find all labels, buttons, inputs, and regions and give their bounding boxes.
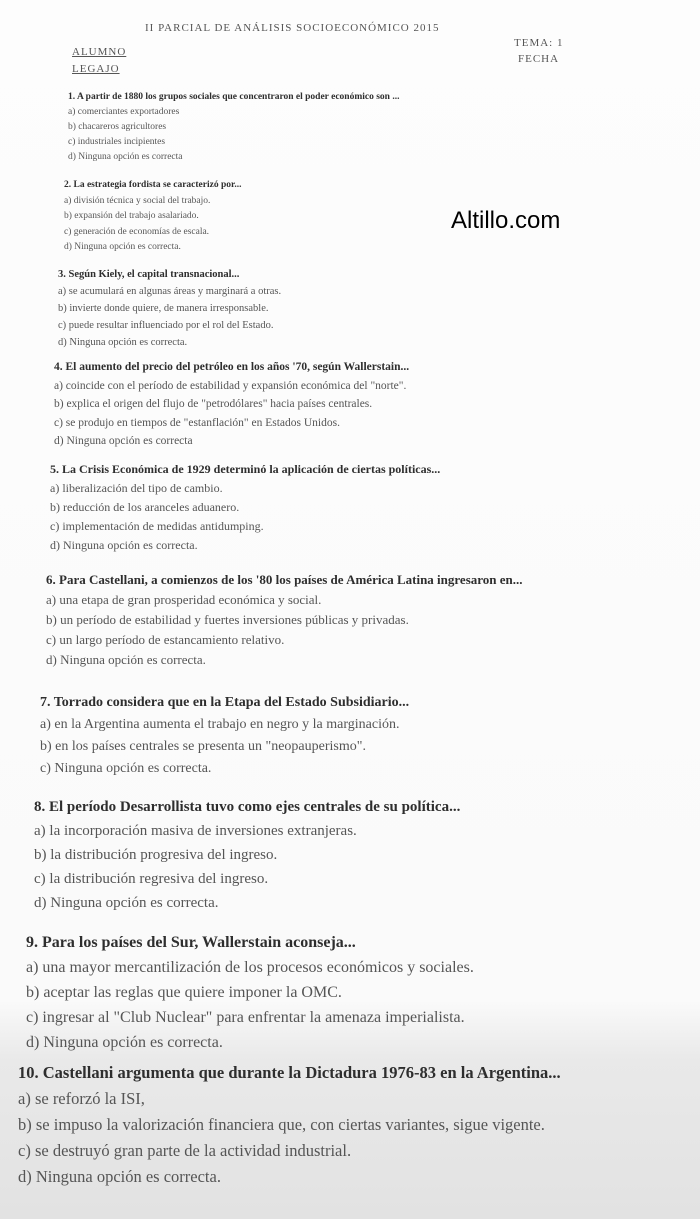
answer-option: d) Ninguna opción es correcta.: [26, 1034, 223, 1051]
answer-option: d) Ninguna opción es correcta.: [46, 652, 206, 667]
answer-option: d) Ninguna opción es correcta.: [34, 895, 219, 911]
answer-option: d) Ninguna opción es correcta.: [50, 538, 198, 552]
question-1: [68, 90, 399, 165]
question-text: 5. La Crisis Económica de 1929 determinó la aplicación de ciertas políticas...: [50, 462, 441, 476]
answer-option: a) la incorporación masiva de inversiones extranjeras.: [34, 823, 357, 839]
answer-option: c) implementación de medidas antidumping.: [50, 519, 264, 533]
question-2: [64, 178, 241, 256]
question-10: [18, 1060, 561, 1190]
answer-option: a) en la Argentina aumenta el trabajo en negro y la marginación.: [40, 717, 400, 732]
question-4: [54, 358, 409, 451]
answer-option: b) expansión del trabajo asalariado.: [64, 211, 199, 221]
question-8: [34, 795, 460, 915]
question-text: 3. Según Kiely, el capital transnacional...: [58, 269, 240, 280]
answer-option: b) chacareros agricultores: [68, 122, 167, 132]
question-text: 7. Torrado considera que en la Etapa del Estado Subsidiario...: [40, 695, 410, 710]
answer-option: d) Ninguna opción es correcta.: [64, 242, 181, 252]
answer-option: a) liberalización del tipo de cambio.: [50, 481, 223, 495]
question-text: 9. Para los países del Sur, Wallerstain aconseja...: [26, 934, 356, 951]
answer-option: a) se reforzó la ISI,: [18, 1089, 145, 1108]
question-text: 10. Castellani argumenta que durante la Dictadura 1976-83 en la Argentina...: [18, 1063, 561, 1082]
answer-option: b) explica el origen del flujo de "petrodólares" hacia países centrales.: [54, 398, 373, 410]
answer-option: c) la distribución regresiva del ingreso.: [34, 871, 269, 887]
question-3: [58, 266, 281, 351]
answer-option: c) generación de economías de escala.: [64, 226, 210, 237]
answer-option: c) un largo período de estancamiento relativo.: [46, 632, 285, 647]
answer-option: b) en los países centrales se presenta un "neopauperismo".: [40, 739, 366, 754]
answer-option: a) una etapa de gran prosperidad económica y social.: [46, 592, 322, 607]
answer-option: d) Ninguna opción es correcta: [54, 435, 193, 447]
question-text: 4. El aumento del precio del petróleo en los años '70, según Wallerstain...: [54, 361, 410, 373]
answer-option: b) reducción de los aranceles aduanero.: [50, 500, 240, 514]
question-text: 2. La estrategia fordista se caracterizó por...: [64, 180, 242, 190]
answer-option: b) aceptar las reglas que quiere imponer la OMC.: [26, 984, 342, 1001]
answer-option: b) se impuso la valorización financiera que, con ciertas variantes, sigue vigente.: [18, 1115, 545, 1134]
answer-option: a) se acumulará en algunas áreas y marginará a otras.: [58, 286, 282, 297]
answer-option: c) se destruyó gran parte de la actividad industrial.: [18, 1141, 352, 1160]
answer-option: a) división técnica y social del trabajo.: [64, 195, 211, 206]
tema-label: TEMA: 1: [514, 37, 564, 49]
answer-option: c) puede resultar influenciado por el rol del Estado.: [58, 320, 274, 331]
exam-title: II PARCIAL DE ANÁLISIS SOCIOECONÓMICO 2015: [145, 22, 440, 34]
answer-option: c) Ninguna opción es correcta.: [40, 761, 212, 776]
watermark: Altillo.com: [451, 207, 561, 234]
question-9: [26, 930, 474, 1055]
legajo-label: LEGAJO: [72, 63, 120, 75]
answer-option: a) una mayor mercantilización de los procesos económicos y sociales.: [26, 959, 474, 976]
answer-option: b) un período de estabilidad y fuertes inversiones públicas y privadas.: [46, 612, 409, 627]
answer-option: d) Ninguna opción es correcta.: [58, 337, 188, 348]
question-text: 8. El período Desarrollista tuvo como ejes centrales de su política...: [34, 799, 461, 815]
question-6: [46, 570, 523, 670]
answer-option: d) Ninguna opción es correcta.: [18, 1167, 221, 1186]
answer-option: c) ingresar al "Club Nuclear" para enfrentar la amenaza imperialista.: [26, 1009, 465, 1026]
answer-option: b) la distribución progresiva del ingreso.: [34, 847, 278, 863]
answer-option: a) coincide con el período de estabilidad y expansión económica del "norte".: [54, 379, 407, 392]
answer-option: c) se produjo en tiempos de "estanflación" en Estados Unidos.: [54, 416, 340, 429]
answer-option: c) industriales incipientes: [68, 137, 166, 147]
alumno-label: ALUMNO: [72, 46, 127, 58]
answer-option: a) comerciantes exportadores: [68, 107, 180, 117]
answer-option: d) Ninguna opción es correcta: [68, 152, 183, 162]
answer-option: b) invierte donde quiere, de manera irresponsable.: [58, 303, 269, 314]
fecha-label: FECHA: [518, 53, 560, 65]
question-text: 6. Para Castellani, a comienzos de los '80 los países de América Latina ingresaron en...: [46, 572, 523, 587]
question-text: 1. A partir de 1880 los grupos sociales que concentraron el poder económico son ...: [68, 92, 400, 102]
question-5: [50, 460, 440, 555]
question-7: [40, 692, 409, 780]
